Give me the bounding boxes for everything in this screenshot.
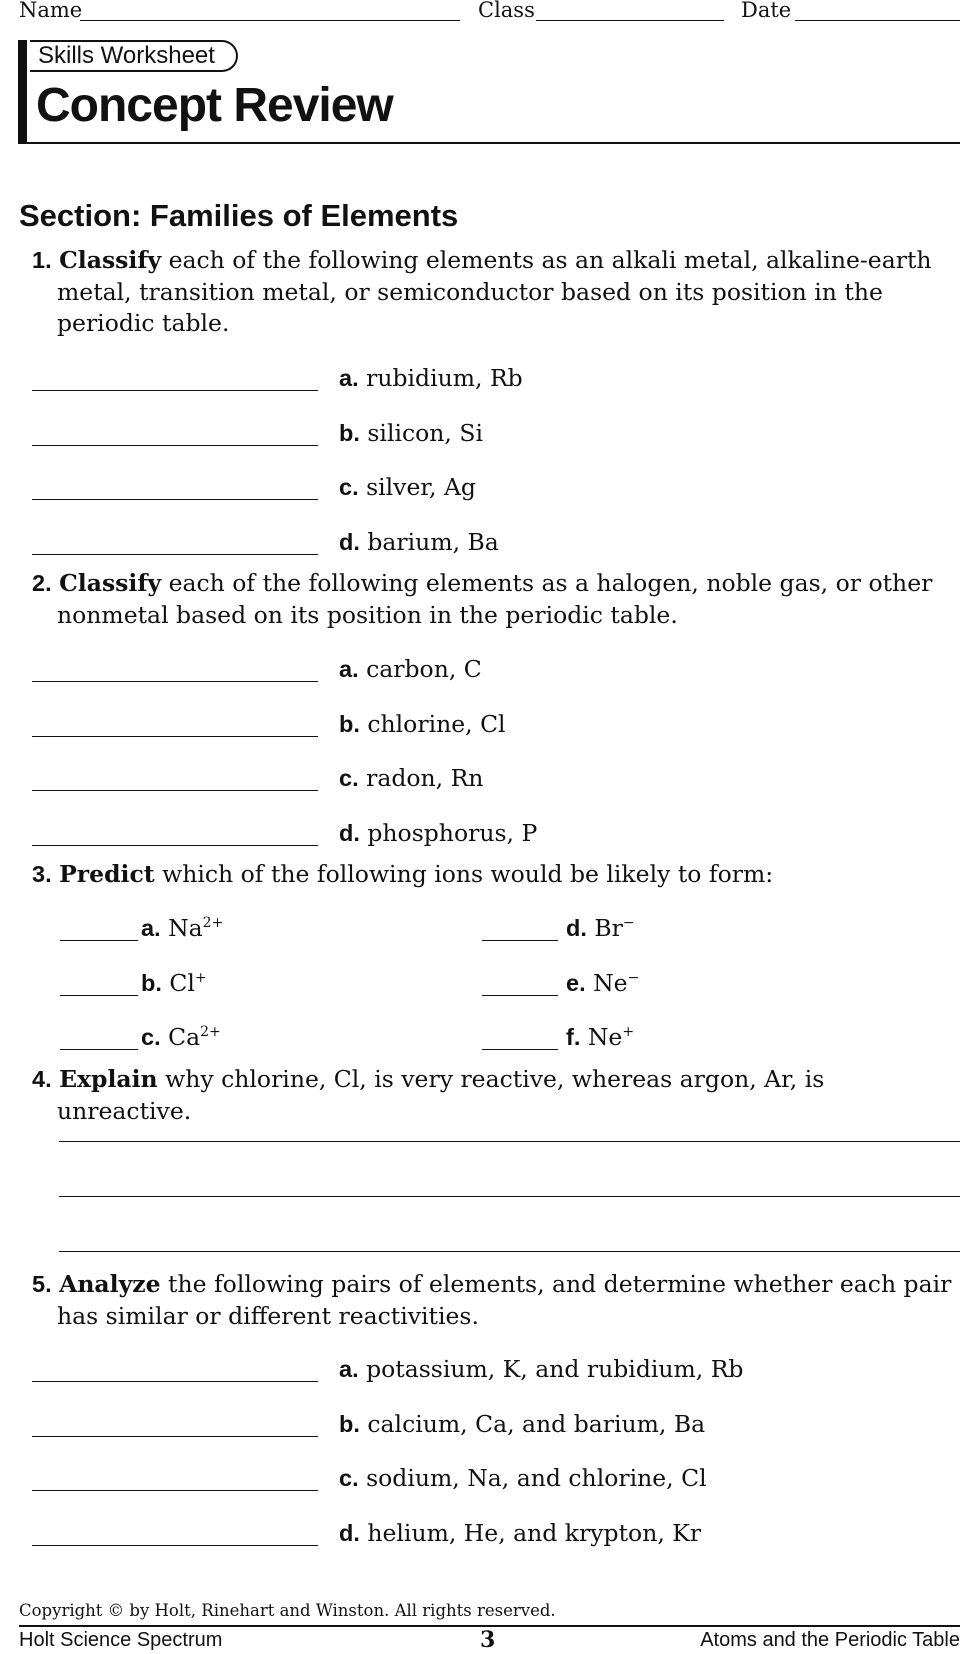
footer-book-title: Holt Science Spectrum — [19, 1629, 223, 1651]
list-item: b. silicon, Si — [339, 419, 483, 447]
answer-blank[interactable] — [32, 681, 318, 682]
name-field[interactable] — [80, 20, 460, 21]
answer-blank[interactable] — [482, 940, 558, 941]
question-text: why chlorine, Cl, is very reactive, whereas argon, Ar, is unreactive. — [57, 1065, 825, 1125]
class-field[interactable] — [536, 20, 724, 21]
section-title: Section: Families of Elements — [19, 198, 459, 233]
list-item: a. rubidium, Rb — [339, 364, 523, 392]
name-label: Name — [19, 0, 83, 22]
student-info-header — [0, 0, 960, 24]
question-3 — [32, 859, 957, 891]
answer-blank[interactable] — [32, 1490, 318, 1491]
list-item: e. Ne− — [566, 969, 640, 997]
answer-blank[interactable] — [32, 554, 318, 555]
answer-blank[interactable] — [32, 736, 318, 737]
question-verb: Explain — [59, 1065, 158, 1093]
answer-blank[interactable] — [32, 1381, 318, 1382]
question-text: the following pairs of elements, and determine whether each pair has similar or different reactivities. — [57, 1270, 952, 1330]
question-text: which of the following ions would be likely to form: — [162, 860, 774, 888]
answer-blank[interactable] — [32, 790, 318, 791]
title-bar-decoration — [18, 40, 27, 144]
answer-blank[interactable] — [32, 845, 318, 846]
question-verb: Classify — [59, 569, 162, 597]
copyright-notice: Copyright © by Holt, Rinehart and Winston. All rights reserved. — [19, 1601, 556, 1620]
list-item: c. $Ca^{2+}$ — [141, 1023, 221, 1051]
answer-blank[interactable] — [32, 1436, 318, 1437]
question-5 — [32, 1269, 957, 1332]
page-title: Concept Review — [36, 79, 393, 132]
answer-blank[interactable] — [32, 390, 318, 391]
question-verb: Analyze — [59, 1270, 161, 1298]
list-item: b. calcium, Ca, and barium, Ba — [339, 1410, 706, 1438]
answer-blank[interactable] — [32, 499, 318, 500]
list-item: a. potassium, K, and rubidium, Rb — [339, 1355, 744, 1383]
list-item: f. Ne+ — [566, 1023, 635, 1051]
list-item: b. chlorine, Cl — [339, 710, 506, 738]
answer-blank[interactable] — [32, 1545, 318, 1546]
date-label: Date — [741, 0, 792, 22]
page-number: 3 — [480, 1627, 496, 1653]
question-verb: Predict — [59, 860, 155, 888]
title-divider — [18, 142, 960, 144]
list-item: d. Br− — [566, 914, 635, 942]
answer-blank[interactable] — [32, 445, 318, 446]
answer-blank[interactable] — [60, 1049, 138, 1050]
list-item: c. silver, Ag — [339, 473, 476, 501]
question-text: each of the following elements as a halogen, noble gas, or other nonmetal based on its position in the periodic table. — [57, 569, 933, 629]
question-4 — [32, 1064, 957, 1127]
answer-blank[interactable] — [60, 940, 138, 941]
list-item: c. radon, Rn — [339, 764, 484, 792]
question-number: 1. — [32, 247, 52, 273]
question-1 — [32, 245, 957, 340]
footer-chapter-title: Atoms and the Periodic Table — [700, 1629, 960, 1651]
answer-blank[interactable] — [482, 995, 558, 996]
answer-blank[interactable] — [482, 1049, 558, 1050]
list-item: d. barium, Ba — [339, 528, 499, 556]
list-item: a. $Na^{2+}$ — [141, 914, 224, 942]
answer-line[interactable] — [59, 1251, 960, 1252]
question-number: 2. — [32, 570, 52, 596]
list-item: d. helium, He, and krypton, Kr — [339, 1519, 702, 1547]
answer-line[interactable] — [59, 1196, 960, 1197]
question-number: 3. — [32, 861, 52, 887]
question-verb: Classify — [59, 246, 162, 274]
worksheet-tag: Skills Worksheet — [30, 40, 238, 72]
list-item: d. phosphorus, P — [339, 819, 538, 847]
date-field[interactable] — [795, 20, 960, 21]
question-number: 4. — [32, 1066, 52, 1092]
list-item: a. carbon, C — [339, 655, 482, 683]
question-number: 5. — [32, 1271, 52, 1297]
list-item: c. sodium, Na, and chlorine, Cl — [339, 1464, 707, 1492]
answer-line[interactable] — [59, 1141, 960, 1142]
answer-blank[interactable] — [60, 995, 138, 996]
list-item: b. Cl+ — [141, 969, 207, 997]
question-2 — [32, 568, 957, 631]
class-label: Class — [478, 0, 535, 22]
question-text: each of the following elements as an alkali metal, alkaline-earth metal, transition metal, or semiconductor based on its position in the periodic table. — [57, 246, 932, 337]
